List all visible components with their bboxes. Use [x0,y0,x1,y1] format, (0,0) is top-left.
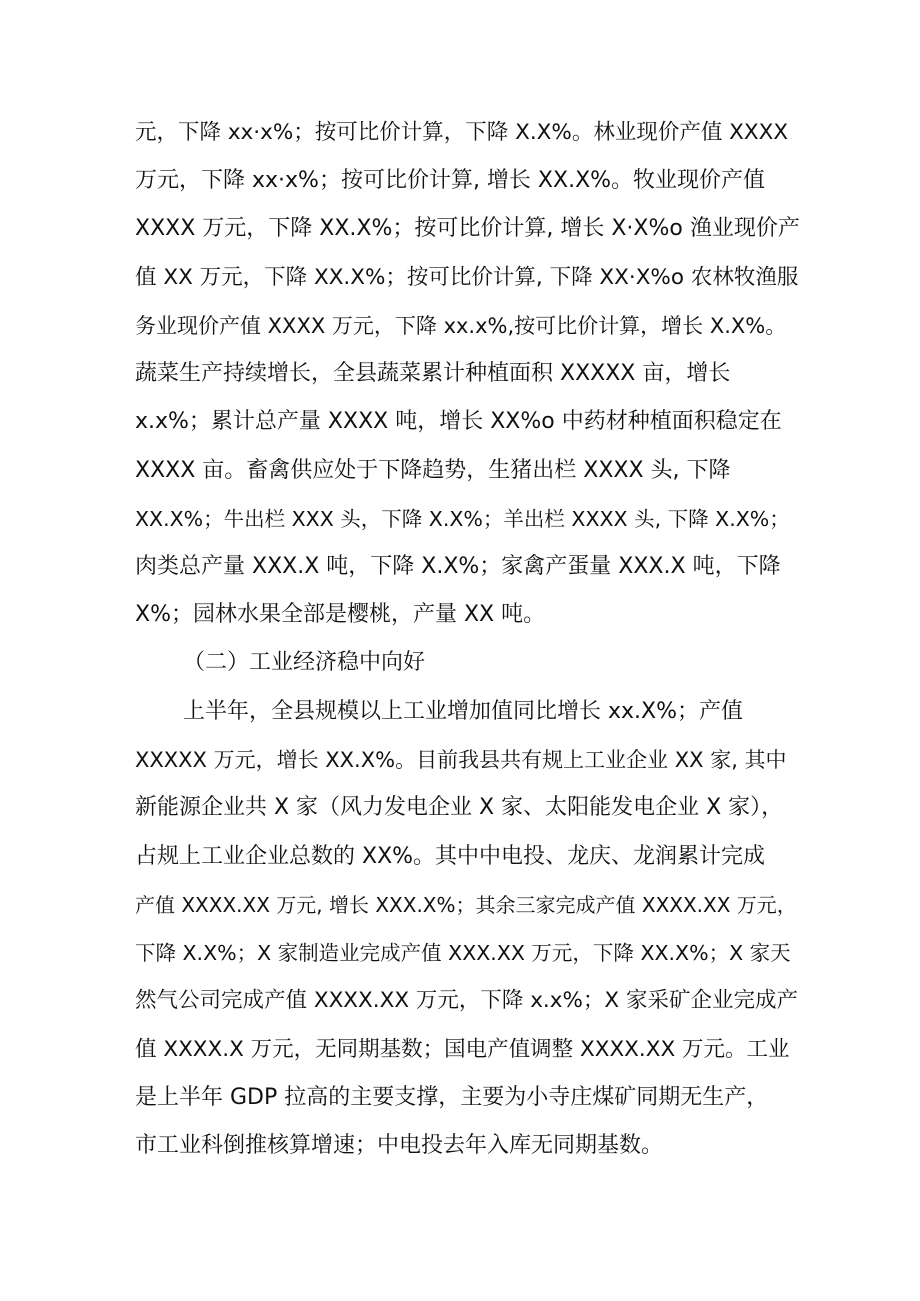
text-line: XX.X%；牛出栏 XXX 头，下降 X.X%；羊出栏 XXXX 头, 下降 X.X%； [135,507,790,531]
text-line: 万元，下降 xx·x%；按可比价计算, 增长 XX.X%。牧业现价产值 [135,168,766,193]
text-line: 肉类总产量 XXX.X 吨，下降 X.X%；家禽产蛋量 XXX.X 吨，下降 [135,554,781,579]
text-line: 新能源企业共 X 家（风力发电企业 X 家、太阳能发电企业 X 家）， [135,795,784,820]
text-line: 值 XX 万元，下降 XX.X%；按可比价计算, 下降 XX·X%o 农林牧渔服 [135,265,799,290]
text-line: 产值 XXXX.XX 万元, 增长 XXX.X%；其余三家完成产值 XXXX.XX 万元， [135,893,797,917]
text-line: 上半年，全县规模以上工业增加值同比增长 xx.X%；产值 [183,699,744,724]
text-line: x.x%；累计总产量 XXXX 吨，增长 XX%o 中药材种植面积稳定在 [135,409,782,434]
text-line: 值 XXXX.X 万元，无同期基数；国电产值调整 XXXX.XX 万元。工业 [135,1037,790,1062]
text-line: XXXXX 万元，增长 XX.X%。目前我县共有规上工业企业 XX 家, 其中 [135,748,787,772]
text-line: 元，下降 xx·x%；按可比价计算，下降 X.X%。林业现价产值 XXXX [135,120,789,145]
text-line: 下降 X.X%；X 家制造业完成产值 XXX.XX 万元，下降 XX.X%；X 家天 [135,941,791,965]
text-line: 市工业科倒推核算增速；中电投去年入库无同期基数。 [135,1133,664,1158]
text-line: XXXX 万元，下降 XX.X%；按可比价计算, 增长 X·X%o 渔业现价产 [135,216,800,241]
text-line: 蔬菜生产持续增长，全县蔬菜累计种植面积 XXXXX 亩，增长 [135,361,731,386]
text-line: 务业现价产值 XXXX 万元，下降 xx.x%,按可比价计算，增长 X.X%。 [135,314,787,338]
text-line: 是上半年 GDP 拉高的主要支撑，主要为小寺庄煤矿同期无生产， [135,1085,769,1110]
text-line: XXXX 亩。畜禽供应处于下降趋势，生猪出栏 XXXX 头, 下降 [135,458,731,483]
text-line: 然气公司完成产值 XXXX.XX 万元，下降 x.x%；X 家采矿企业完成产 [135,988,798,1013]
text-line: 占规上工业企业总数的 XX%。其中中电投、龙庆、龙润累计完成 [135,844,766,869]
text-line: X%；园林水果全部是樱桃，产量 XX 吨。 [135,602,546,627]
section-heading: （二）工业经济稳中向好 [183,650,426,675]
